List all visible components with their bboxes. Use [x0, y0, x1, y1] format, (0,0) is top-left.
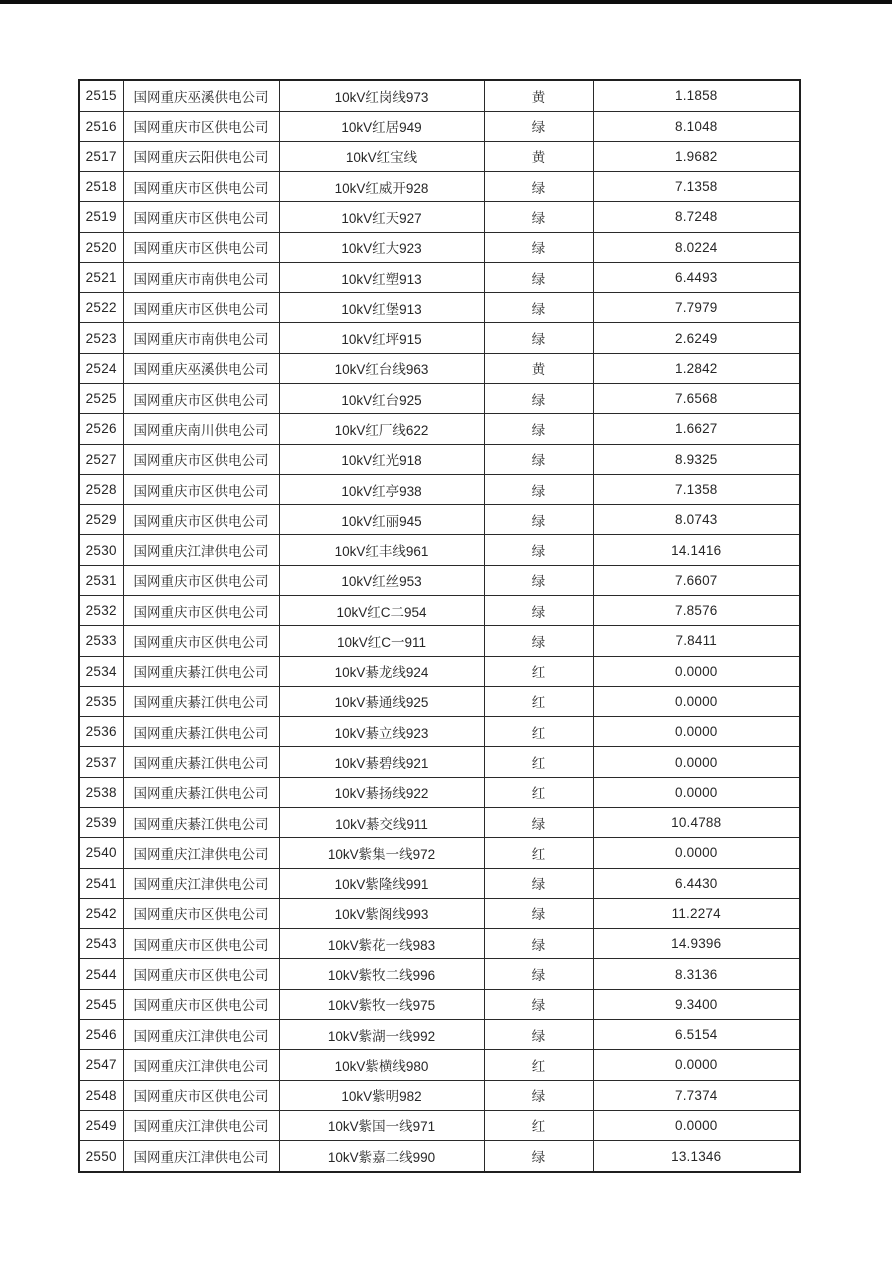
table-row — [79, 1141, 800, 1172]
cell-company-name: 国网重庆市南供电公司 — [123, 323, 279, 353]
cell-company-name: 国网重庆綦江供电公司 — [123, 777, 279, 807]
table-body — [79, 80, 800, 1172]
cell-row-number: 2543 — [79, 929, 123, 959]
cell-line-name: 10kV红大923 — [279, 232, 484, 262]
cell-line-name: 10kV红塑913 — [279, 262, 484, 292]
cell-company-name: 国网重庆江津供电公司 — [123, 1050, 279, 1080]
cell-company-name: 国网重庆市区供电公司 — [123, 626, 279, 656]
cell-row-number: 2542 — [79, 898, 123, 928]
cell-line-name: 10kV綦龙线924 — [279, 656, 484, 686]
cell-company-name: 国网重庆市区供电公司 — [123, 111, 279, 141]
cell-company-name: 国网重庆市区供电公司 — [123, 989, 279, 1019]
cell-line-name: 10kV红宝线 — [279, 141, 484, 171]
cell-company-name: 国网重庆市区供电公司 — [123, 565, 279, 595]
cell-line-name: 10kV綦交线911 — [279, 807, 484, 837]
table-row — [79, 262, 800, 292]
table-row — [79, 686, 800, 716]
table-row — [79, 1050, 800, 1080]
cell-company-name: 国网重庆綦江供电公司 — [123, 747, 279, 777]
cell-row-number: 2536 — [79, 717, 123, 747]
cell-line-name: 10kV红岗线973 — [279, 80, 484, 111]
cell-company-name: 国网重庆江津供电公司 — [123, 838, 279, 868]
cell-value: 0.0000 — [593, 686, 800, 716]
cell-value: 7.6607 — [593, 565, 800, 595]
cell-row-number: 2522 — [79, 293, 123, 323]
cell-row-number: 2534 — [79, 656, 123, 686]
cell-company-name: 国网重庆綦江供电公司 — [123, 656, 279, 686]
cell-company-name: 国网重庆市区供电公司 — [123, 384, 279, 414]
cell-company-name: 国网重庆江津供电公司 — [123, 1019, 279, 1049]
table-row — [79, 626, 800, 656]
cell-row-number: 2520 — [79, 232, 123, 262]
cell-row-number: 2546 — [79, 1019, 123, 1049]
cell-line-name: 10kV红坪915 — [279, 323, 484, 353]
cell-row-number: 2539 — [79, 807, 123, 837]
cell-value: 14.9396 — [593, 929, 800, 959]
cell-line-name: 10kV红C二954 — [279, 596, 484, 626]
cell-row-number: 2544 — [79, 959, 123, 989]
table-row — [79, 444, 800, 474]
cell-row-number: 2516 — [79, 111, 123, 141]
cell-row-number: 2537 — [79, 747, 123, 777]
cell-value: 8.0224 — [593, 232, 800, 262]
cell-company-name: 国网重庆市区供电公司 — [123, 898, 279, 928]
table-row — [79, 232, 800, 262]
cell-status-color: 绿 — [484, 202, 593, 232]
cell-status-color: 绿 — [484, 626, 593, 656]
cell-status-color: 绿 — [484, 262, 593, 292]
table-row — [79, 1019, 800, 1049]
cell-status-color: 绿 — [484, 505, 593, 535]
cell-status-color: 绿 — [484, 293, 593, 323]
cell-value: 6.5154 — [593, 1019, 800, 1049]
table-row — [79, 1110, 800, 1140]
table-row — [79, 838, 800, 868]
cell-value: 6.4493 — [593, 262, 800, 292]
cell-status-color: 黄 — [484, 353, 593, 383]
cell-line-name: 10kV红丝953 — [279, 565, 484, 595]
cell-line-name: 10kV红C一911 — [279, 626, 484, 656]
cell-company-name: 国网重庆江津供电公司 — [123, 868, 279, 898]
cell-value: 11.2274 — [593, 898, 800, 928]
cell-row-number: 2535 — [79, 686, 123, 716]
cell-company-name: 国网重庆巫溪供电公司 — [123, 353, 279, 383]
cell-value: 0.0000 — [593, 656, 800, 686]
cell-status-color: 红 — [484, 747, 593, 777]
cell-value: 0.0000 — [593, 1050, 800, 1080]
cell-status-color: 红 — [484, 686, 593, 716]
cell-line-name: 10kV红堡913 — [279, 293, 484, 323]
cell-status-color: 绿 — [484, 1141, 593, 1172]
cell-status-color: 绿 — [484, 172, 593, 202]
cell-status-color: 绿 — [484, 111, 593, 141]
cell-line-name: 10kV綦通线925 — [279, 686, 484, 716]
cell-company-name: 国网重庆市区供电公司 — [123, 596, 279, 626]
cell-company-name: 国网重庆市区供电公司 — [123, 293, 279, 323]
cell-company-name: 国网重庆市区供电公司 — [123, 959, 279, 989]
cell-line-name: 10kV綦扬线922 — [279, 777, 484, 807]
cell-row-number: 2526 — [79, 414, 123, 444]
table-row — [79, 868, 800, 898]
cell-line-name: 10kV红厂线622 — [279, 414, 484, 444]
cell-row-number: 2550 — [79, 1141, 123, 1172]
cell-status-color: 红 — [484, 777, 593, 807]
cell-value: 8.0743 — [593, 505, 800, 535]
table-row — [79, 111, 800, 141]
cell-company-name: 国网重庆市区供电公司 — [123, 172, 279, 202]
table-row — [79, 929, 800, 959]
table-row — [79, 656, 800, 686]
cell-company-name: 国网重庆江津供电公司 — [123, 535, 279, 565]
cell-company-name: 国网重庆綦江供电公司 — [123, 807, 279, 837]
cell-company-name: 国网重庆市区供电公司 — [123, 1080, 279, 1110]
cell-value: 14.1416 — [593, 535, 800, 565]
cell-status-color: 绿 — [484, 232, 593, 262]
cell-row-number: 2528 — [79, 474, 123, 504]
table-row — [79, 1080, 800, 1110]
cell-row-number: 2525 — [79, 384, 123, 414]
table-row — [79, 80, 800, 111]
cell-line-name: 10kV紫嘉二线990 — [279, 1141, 484, 1172]
cell-status-color: 绿 — [484, 868, 593, 898]
cell-company-name: 国网重庆南川供电公司 — [123, 414, 279, 444]
cell-company-name: 国网重庆市区供电公司 — [123, 474, 279, 504]
cell-status-color: 红 — [484, 1110, 593, 1140]
table-row — [79, 535, 800, 565]
cell-value: 7.7374 — [593, 1080, 800, 1110]
table-row — [79, 596, 800, 626]
cell-company-name: 国网重庆市区供电公司 — [123, 444, 279, 474]
cell-status-color: 红 — [484, 838, 593, 868]
cell-company-name: 国网重庆綦江供电公司 — [123, 686, 279, 716]
cell-row-number: 2521 — [79, 262, 123, 292]
cell-status-color: 绿 — [484, 807, 593, 837]
cell-value: 1.9682 — [593, 141, 800, 171]
cell-line-name: 10kV红台925 — [279, 384, 484, 414]
cell-company-name: 国网重庆江津供电公司 — [123, 1110, 279, 1140]
cell-row-number: 2530 — [79, 535, 123, 565]
cell-status-color: 绿 — [484, 929, 593, 959]
cell-status-color: 绿 — [484, 959, 593, 989]
table-row — [79, 414, 800, 444]
cell-value: 7.1358 — [593, 172, 800, 202]
cell-value: 8.7248 — [593, 202, 800, 232]
cell-row-number: 2532 — [79, 596, 123, 626]
cell-value: 0.0000 — [593, 777, 800, 807]
cell-line-name: 10kV綦碧线921 — [279, 747, 484, 777]
table-row — [79, 172, 800, 202]
cell-value: 0.0000 — [593, 747, 800, 777]
cell-line-name: 10kV紫牧二线996 — [279, 959, 484, 989]
cell-line-name: 10kV红居949 — [279, 111, 484, 141]
table-row — [79, 353, 800, 383]
cell-value: 7.1358 — [593, 474, 800, 504]
cell-line-name: 10kV紫明982 — [279, 1080, 484, 1110]
table-row — [79, 293, 800, 323]
cell-row-number: 2547 — [79, 1050, 123, 1080]
cell-status-color: 绿 — [484, 989, 593, 1019]
cell-line-name: 10kV紫横线980 — [279, 1050, 484, 1080]
cell-status-color: 绿 — [484, 474, 593, 504]
cell-row-number: 2545 — [79, 989, 123, 1019]
cell-status-color: 绿 — [484, 565, 593, 595]
cell-line-name: 10kV红光918 — [279, 444, 484, 474]
cell-company-name: 国网重庆市区供电公司 — [123, 929, 279, 959]
cell-line-name: 10kV紫隆线991 — [279, 868, 484, 898]
page-top-border — [0, 0, 892, 4]
cell-value: 1.6627 — [593, 414, 800, 444]
table-row — [79, 141, 800, 171]
table-row — [79, 323, 800, 353]
cell-status-color: 绿 — [484, 898, 593, 928]
cell-status-color: 红 — [484, 1050, 593, 1080]
cell-value: 0.0000 — [593, 838, 800, 868]
cell-value: 1.1858 — [593, 80, 800, 111]
cell-row-number: 2527 — [79, 444, 123, 474]
cell-line-name: 10kV红丰线961 — [279, 535, 484, 565]
cell-company-name: 国网重庆市区供电公司 — [123, 202, 279, 232]
cell-status-color: 绿 — [484, 596, 593, 626]
cell-line-name: 10kV红威开928 — [279, 172, 484, 202]
cell-value: 13.1346 — [593, 1141, 800, 1172]
cell-status-color: 绿 — [484, 1080, 593, 1110]
cell-row-number: 2517 — [79, 141, 123, 171]
cell-row-number: 2519 — [79, 202, 123, 232]
cell-row-number: 2533 — [79, 626, 123, 656]
cell-value: 10.4788 — [593, 807, 800, 837]
cell-row-number: 2515 — [79, 80, 123, 111]
cell-value: 8.1048 — [593, 111, 800, 141]
cell-line-name: 10kV紫国一线971 — [279, 1110, 484, 1140]
table-row — [79, 202, 800, 232]
cell-row-number: 2523 — [79, 323, 123, 353]
cell-value: 7.8411 — [593, 626, 800, 656]
cell-row-number: 2548 — [79, 1080, 123, 1110]
cell-company-name: 国网重庆云阳供电公司 — [123, 141, 279, 171]
table-row — [79, 777, 800, 807]
cell-status-color: 绿 — [484, 535, 593, 565]
cell-row-number: 2524 — [79, 353, 123, 383]
cell-status-color: 黄 — [484, 80, 593, 111]
cell-line-name: 10kV紫牧一线975 — [279, 989, 484, 1019]
cell-status-color: 黄 — [484, 141, 593, 171]
cell-row-number: 2538 — [79, 777, 123, 807]
cell-line-name: 10kV紫集一线972 — [279, 838, 484, 868]
cell-value: 2.6249 — [593, 323, 800, 353]
cell-row-number: 2518 — [79, 172, 123, 202]
cell-row-number: 2540 — [79, 838, 123, 868]
cell-row-number: 2541 — [79, 868, 123, 898]
cell-row-number: 2549 — [79, 1110, 123, 1140]
cell-status-color: 绿 — [484, 323, 593, 353]
cell-status-color: 红 — [484, 717, 593, 747]
cell-value: 9.3400 — [593, 989, 800, 1019]
cell-line-name: 10kV綦立线923 — [279, 717, 484, 747]
cell-status-color: 绿 — [484, 444, 593, 474]
cell-company-name: 国网重庆市南供电公司 — [123, 262, 279, 292]
cell-company-name: 国网重庆巫溪供电公司 — [123, 80, 279, 111]
table-row — [79, 747, 800, 777]
cell-status-color: 红 — [484, 656, 593, 686]
cell-status-color: 绿 — [484, 384, 593, 414]
cell-row-number: 2529 — [79, 505, 123, 535]
table-row — [79, 565, 800, 595]
cell-line-name: 10kV紫湖一线992 — [279, 1019, 484, 1049]
cell-value: 8.9325 — [593, 444, 800, 474]
cell-line-name: 10kV红丽945 — [279, 505, 484, 535]
cell-company-name: 国网重庆市区供电公司 — [123, 505, 279, 535]
cell-status-color: 绿 — [484, 414, 593, 444]
cell-value: 7.6568 — [593, 384, 800, 414]
table-row — [79, 717, 800, 747]
cell-value: 7.8576 — [593, 596, 800, 626]
cell-company-name: 国网重庆江津供电公司 — [123, 1141, 279, 1172]
cell-row-number: 2531 — [79, 565, 123, 595]
cell-company-name: 国网重庆綦江供电公司 — [123, 717, 279, 747]
table-row — [79, 505, 800, 535]
table-row — [79, 384, 800, 414]
table-row — [79, 989, 800, 1019]
cell-line-name: 10kV紫阁线993 — [279, 898, 484, 928]
cell-value: 0.0000 — [593, 717, 800, 747]
cell-value: 6.4430 — [593, 868, 800, 898]
cell-line-name: 10kV红亭938 — [279, 474, 484, 504]
cell-value: 0.0000 — [593, 1110, 800, 1140]
table-row — [79, 807, 800, 837]
table-row — [79, 898, 800, 928]
table-row — [79, 959, 800, 989]
cell-line-name: 10kV红天927 — [279, 202, 484, 232]
cell-line-name: 10kV红台线963 — [279, 353, 484, 383]
cell-value: 7.7979 — [593, 293, 800, 323]
cell-value: 1.2842 — [593, 353, 800, 383]
power-line-table — [78, 79, 801, 1173]
table-row — [79, 474, 800, 504]
cell-line-name: 10kV紫花一线983 — [279, 929, 484, 959]
cell-status-color: 绿 — [484, 1019, 593, 1049]
cell-value: 8.3136 — [593, 959, 800, 989]
cell-company-name: 国网重庆市区供电公司 — [123, 232, 279, 262]
